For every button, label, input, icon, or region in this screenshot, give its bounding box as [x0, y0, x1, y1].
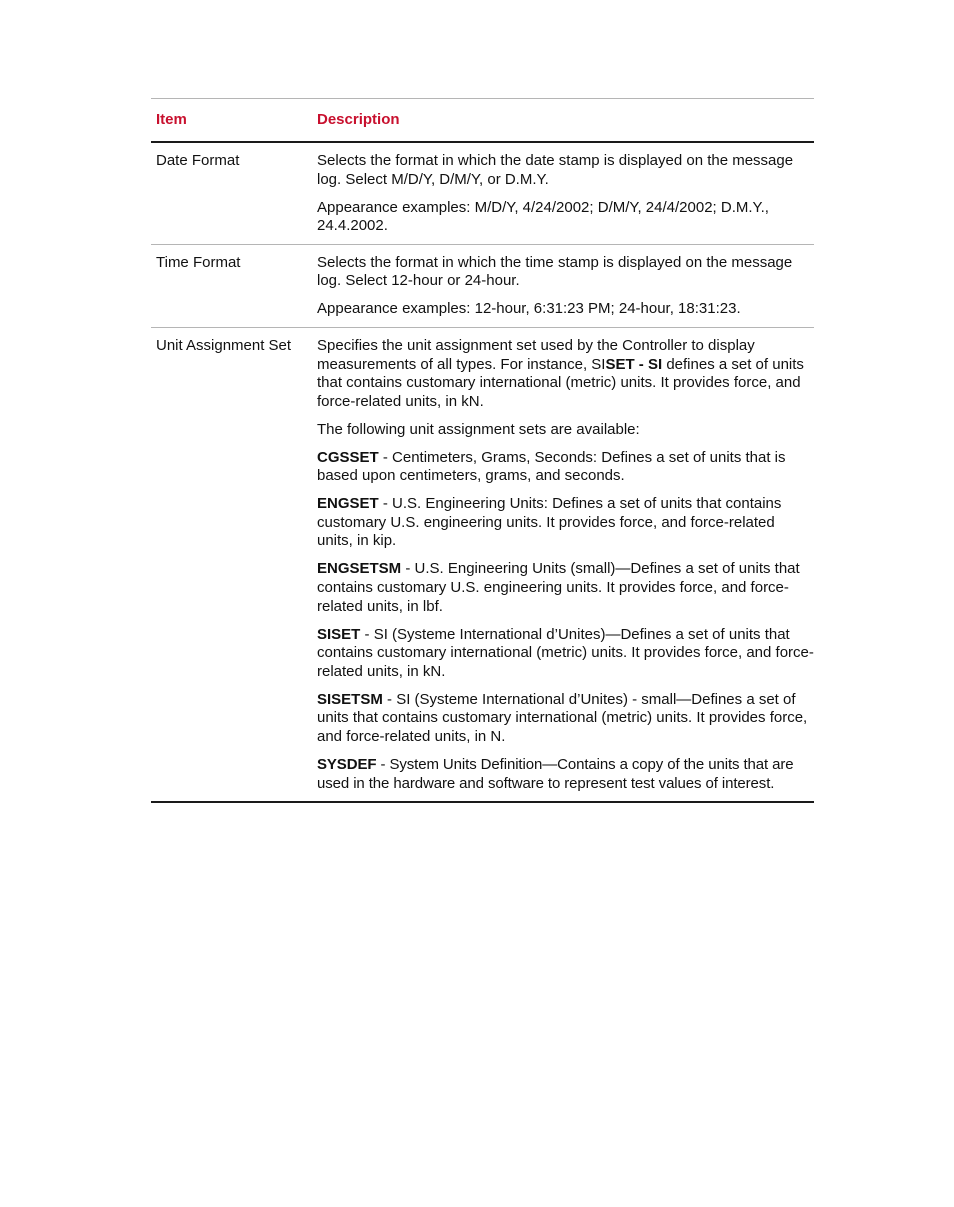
- description-column-header: Description: [317, 111, 400, 128]
- unit-set-definition: - U.S. Engineering Units: Defines a set of units that contains customary U.S. engineering units. It provides force, and force-related units, in kip.: [317, 495, 782, 550]
- unit-set-sysdef: [317, 756, 814, 793]
- unit-set-definition: - SI (Systeme International d’Unites)—Defines a set of units that contains customary international (metric) units. It provides force, and force-related units, in kN.: [317, 625, 814, 680]
- item-label: Date Format: [156, 152, 240, 169]
- item-label: Time Format: [156, 253, 241, 271]
- unit-set-siset: [317, 626, 814, 682]
- table-row-date-format: [151, 143, 814, 245]
- item-label: Unit Assignment Set: [156, 336, 292, 354]
- table-row-unit-assignment-set: [151, 328, 814, 801]
- description-paragraph: The following unit assignment sets are available:: [317, 420, 640, 438]
- unit-set-sisetsm: [317, 691, 814, 747]
- description-cell: [317, 254, 814, 319]
- paragraph-text: Specifies the unit assignment set used by the Controller to display measurements of all types. For instance, SI: [317, 336, 755, 373]
- unit-set-term: ENGSET: [317, 495, 379, 513]
- unit-set-term: SISET: [317, 625, 361, 643]
- table-row-time-format: [151, 245, 814, 328]
- unit-set-term: ENGSETSM: [317, 560, 402, 578]
- item-column-header: Item: [156, 111, 187, 128]
- unit-set-term: CGSSET: [317, 448, 379, 466]
- bold-term: SET - SI: [605, 355, 663, 373]
- paragraph-text: defines a set of units that contains customary international (metric) units. It provides force, and force-related units, in kN.: [317, 355, 804, 410]
- unit-set-term: SISETSM: [317, 690, 383, 708]
- definitions-table: [151, 98, 814, 803]
- unit-set-cgsset: [317, 449, 814, 486]
- description-paragraph: [317, 337, 814, 411]
- unit-set-definition: - Centimeters, Grams, Seconds: Defines a set of units that is based upon centimeters, grams, and seconds.: [317, 448, 786, 485]
- unit-set-definition: - U.S. Engineering Units (small)—Defines a set of units that contains customary U.S. engineering units. It provides force, and force-related units, in lbf.: [317, 560, 800, 615]
- unit-set-definition: - SI (Systeme International d’Unites) - small—Defines a set of units that contains customary international (metric) units. It provides force, and force-related units, in N.: [317, 690, 808, 745]
- description-paragraph: Selects the format in which the time stamp is displayed on the message log. Select 12-hour or 24-hour.: [317, 253, 793, 290]
- description-cell: [317, 337, 814, 793]
- table-header-row: [151, 99, 814, 143]
- description-paragraph: Selects the format in which the date stamp is displayed on the message log. Select M/D/Y, D/M/Y, or D.M.Y.: [317, 152, 794, 188]
- unit-set-engsetsm: [317, 560, 814, 616]
- description-cell: [317, 152, 814, 236]
- unit-set-term: SYSDEF: [317, 755, 377, 773]
- description-paragraph: Appearance examples: M/D/Y, 4/24/2002; D/M/Y, 24/4/2002; D.M.Y., 24.4.2002.: [317, 198, 769, 235]
- description-paragraph: Appearance examples: 12-hour, 6:31:23 PM; 24-hour, 18:31:23.: [317, 300, 741, 318]
- unit-set-definition: - System Units Definition—Contains a copy of the units that are used in the hardware and software to represent test values of interest.: [317, 755, 794, 792]
- unit-set-engset: [317, 495, 814, 551]
